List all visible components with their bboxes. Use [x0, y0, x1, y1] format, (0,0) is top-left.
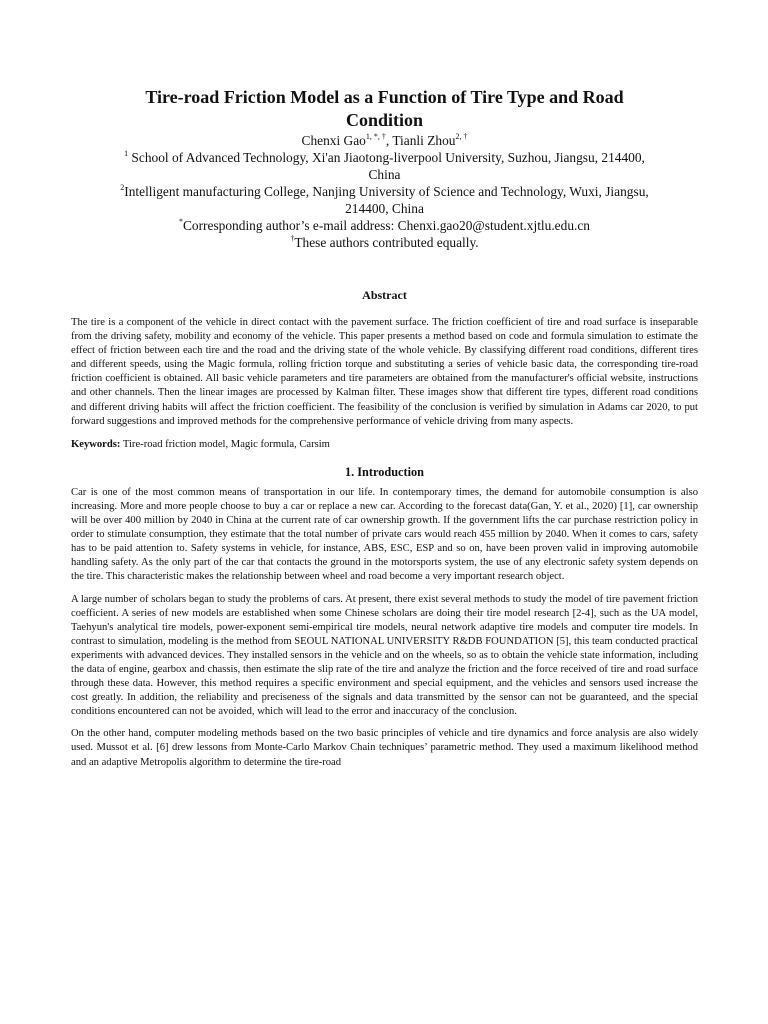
- abstract-heading: Abstract: [362, 288, 407, 302]
- section-heading-introduction: 1. Introduction: [344, 464, 425, 479]
- author-name: Chenxi Gao: [301, 133, 366, 148]
- equal-text: These authors contributed equally.: [294, 235, 479, 250]
- author-marker: 2, †: [455, 132, 468, 141]
- affiliation-text: Intelligent manufacturing College, Nanjing University of Science and Technology, Wuxi, Jiangsu,: [124, 184, 649, 199]
- author-separator: ,: [385, 133, 393, 148]
- affiliation-2-cont: 214400, China: [345, 201, 424, 216]
- intro-paragraph-1: Car is one of the most common means of transportation in our life. In contemporary times, the demand for automobile consumption is also increasing. More and more people choose to buy a car or replace a new car. According to the forecast data(Gan, Y. et al., 2020) [1], car ownership will be over 400 million by 2040 in China at the current rate of car ownership growth. If the government lifts the car purchase restriction policy in order to stimulate consumption, they estimate that the total number of private cars would reach 455 million by 2040. When it comes to cars, safety has to be paid attention to. Safety systems in vehicle, for instance, ABS, ESC, ESP and so on, have been proven valid in improving automobile handling safety. As the only part of the car that contacts the ground in the motorsports system, the use of any electronic safety system depends on the tire. This characteristic makes the relationship between wheel and road become a very important research object.: [71, 486, 698, 583]
- affiliation-1: [71, 149, 698, 166]
- paper-title-line1: Tire-road Friction Model as a Function of Tire Type and Road: [145, 87, 624, 107]
- author-line: [71, 132, 698, 149]
- corresponding-author: [71, 217, 698, 234]
- author-marker: 1, *, †: [365, 132, 386, 141]
- affiliation-marker: 2: [120, 183, 125, 192]
- corresponding-marker: *: [178, 217, 183, 226]
- affiliation-marker: 1: [124, 149, 129, 158]
- equal-contribution-note: [71, 234, 698, 251]
- keywords-text: Tire-road friction model, Magic formula, Carsim: [120, 438, 330, 450]
- equal-marker: †: [290, 234, 295, 243]
- paper-title: [71, 86, 698, 132]
- intro-paragraph-2: A large number of scholars began to study the problems of cars. At present, there exist several methods to study the model of tire pavement friction coefficient. A series of new models are established when some Chinese scholars are doing their tire model research [2-4], such as the UA model, Taehyun's analytical tire models, power-exponent semi-empirical tire models, neural network adaptive tire models and computer tire models. In contrast to simulation, modeling is the method from SEOUL NATIONAL UNIVERSITY R&DB FOUNDATION [5], this team conducted practical experiments with advanced devices. They installed sensors in the vehicle and on the wheels, so as to obtain the vehicle state information, including the data of engine, gearbox and chassis, then estimate the slip rate of the tire and analyze the friction and the force received of tire and road surface through these data. However, this method requires a specific environment and special equipment, and the vehicles and sensors used increase the cost greatly. In addition, the reliability and preciseness of the signals and data transmitted by the sensor can not be guaranteed, and the special conditions encountered can not be avoided, which will lead to the error and inaccuracy of the conclusion.: [71, 593, 698, 718]
- author-name: Tianli Zhou: [392, 133, 456, 148]
- intro-paragraph-3: On the other hand, computer modeling methods based on the two basic principles of vehicle and tire dynamics and force analysis are also widely used. Mussot et al. [6] drew lessons from Monte-Carlo Markov Chain techniques’ parametric method. They used a maximum likelihood method and an adaptive Metropolis algorithm to determine the tire-road: [71, 728, 698, 768]
- paper-page: [71, 86, 698, 770]
- keywords-label: Keywords:: [71, 438, 121, 450]
- affiliation-1-cont: China: [368, 167, 401, 182]
- affiliation-2: [71, 183, 698, 200]
- abstract-body: The tire is a component of the vehicle in direct contact with the pavement surface. The friction coefficient of tire and road surface is inseparable from the driving safety, mobility and economy of the vehicle. This paper presents a method based on code and formula simulation to estimate the effect of friction between each tire and the road and the driving state of the whole vehicle. By classifying different road conditions, different tires and different speeds, using the Magic formula, rolling friction torque and substituting a series of vehicle basic data, the corresponding tire-road friction coefficient is obtained. All basic vehicle parameters and tire parameters are obtained from the manufacturer's official website, instructions and other channels. Then the linear images are processed by Kalman filter. These images show that different tire types, different road conditions and different driving habits will affect the friction coefficient. The feasibility of the conclusion is verified by simulation in Adams car 2020, to put forward suggestions and improved methods for the comprehensive performance of vehicle driving from many aspects.: [71, 317, 698, 427]
- keywords-line: [71, 438, 698, 452]
- corresponding-text: Corresponding author’s e-mail address: Chenxi.gao20@student.xjtlu.edu.cn: [182, 218, 591, 233]
- affiliation-text: School of Advanced Technology, Xi'an Jiaotong-liverpool University, Suzhou, Jiangsu, 214400,: [128, 150, 645, 165]
- paper-title-line2: Condition: [345, 110, 424, 130]
